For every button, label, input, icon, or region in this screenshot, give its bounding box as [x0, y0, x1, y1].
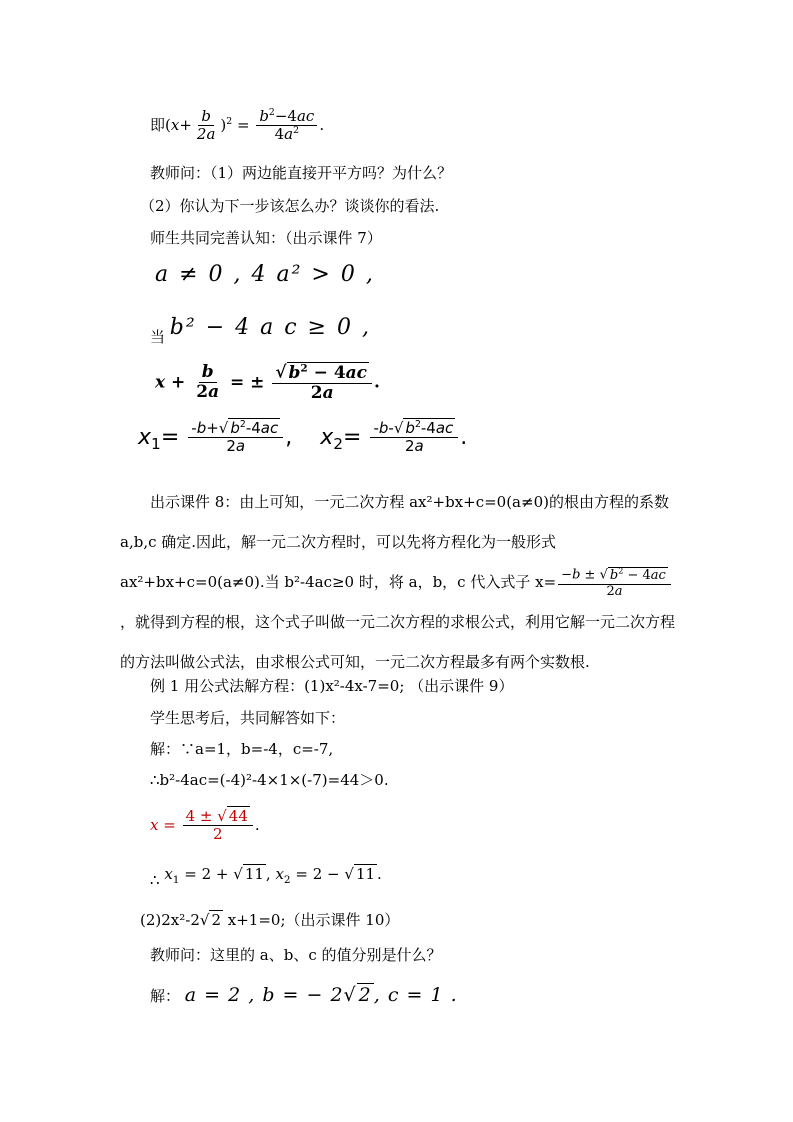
paragraph-part-2: ，就得到方程的根，这个式子叫做一元二次方程的求根公式，利用它解一元二次方程的方法叫做公式法，由求根公式可知，一元二次方程最多有两个实数根.	[120, 613, 676, 671]
eq-discriminant-cond	[150, 313, 371, 347]
students-think: 学生思考后，共同解答如下：	[150, 709, 346, 727]
therefore-symbol: ∴	[150, 871, 160, 889]
question-2: （2）你认为下一步该怎么办？谈谈你的看法.	[140, 197, 440, 215]
quadratic-formula-inline: $\frac{-b \pm √ b^2 - 4ac}{2a}$	[558, 566, 671, 599]
teacher-question-abc: 教师问：这里的 a、b、c 的值分别是什么？	[150, 946, 442, 964]
example2-part-a: (2)2x²-2	[140, 911, 200, 929]
eq-roots-x1-x2: $x_1=$ $\frac{-b+√ b^2-4ac}{2a}$ , $x_2=$ $\frac{-b-√ b^2-4ac}{2a}$ .	[138, 419, 468, 456]
eq-complete-square: 即(x+ $\frac{b}{2a}$ )$^2$ = $\frac{b^2-4ac}{4a^2}$ .	[150, 107, 325, 144]
abc-values: a = 2 , b = − 2	[184, 984, 344, 1006]
shared-understanding: 师生共同完善认知：（出示课件 7）	[150, 229, 382, 247]
jie-label: 解：	[150, 987, 181, 1005]
example-1: 例 1 用公式法解方程：(1)x²-4x-7=0; （出示课件 9）	[150, 677, 514, 695]
eq-x-44: x = $\frac{4 \pm √ 44}{2}$ .	[150, 807, 260, 844]
discriminant-calc: ∴b²-4ac=(-4)²-4×1×(-7)=44＞0.	[150, 771, 389, 789]
prefix-dang: 当	[150, 328, 166, 346]
abc-values-tail: , c = 1 .	[373, 984, 458, 1006]
frac-disc-4a2: $\frac{b^2-4ac}{4a^2}$	[256, 108, 317, 144]
eq-abc-values: 解： a = 2 , b = − 2√ 2 , c = 1 .	[150, 984, 458, 1006]
formula-paragraph	[120, 482, 680, 682]
frac-b-2a: $\frac{b}{2a}$	[196, 107, 216, 144]
prefix-ji: 即	[150, 115, 166, 134]
teacher-question-1: 教师问：（1）两边能直接开平方吗？为什么？	[150, 164, 453, 182]
example-2: (2)2x²-2√ 2 x+1=0;（出示课件 10）	[140, 911, 400, 929]
example2-part-b: x+1=0;（出示课件 10）	[227, 911, 400, 929]
eq-root-plusminus: x + $\frac{b}{2a}$ = ± $\frac{√ b^2 - 4ac}{2a}$ .	[155, 361, 380, 404]
eq-a-nonzero: a ≠ 0 , 4 a² > 0 ,	[155, 262, 375, 287]
eq-x1-x2-result: ∴ $x_1 = 2$ + √ 11 , $x_2 = 2$ − √ 11 .	[150, 865, 382, 889]
paragraph-part-1: 出示课件 8：由上可知，一元二次方程 ax²+bx+c=0(a≠0)的根由方程的系数 a,b,c 确定.因此，解一元二次方程时，可以先将方程化为一般形式 ax²+bx+c=0(a≠0).当 b²-4ac≥0 时，将 a，b，c 代入式子 x=	[120, 493, 669, 591]
disc-ge-zero: b² − 4 a c ≥ 0 ,	[169, 315, 371, 340]
solution-abc: 解：∵a=1，b=-4，c=-7,	[150, 740, 334, 758]
